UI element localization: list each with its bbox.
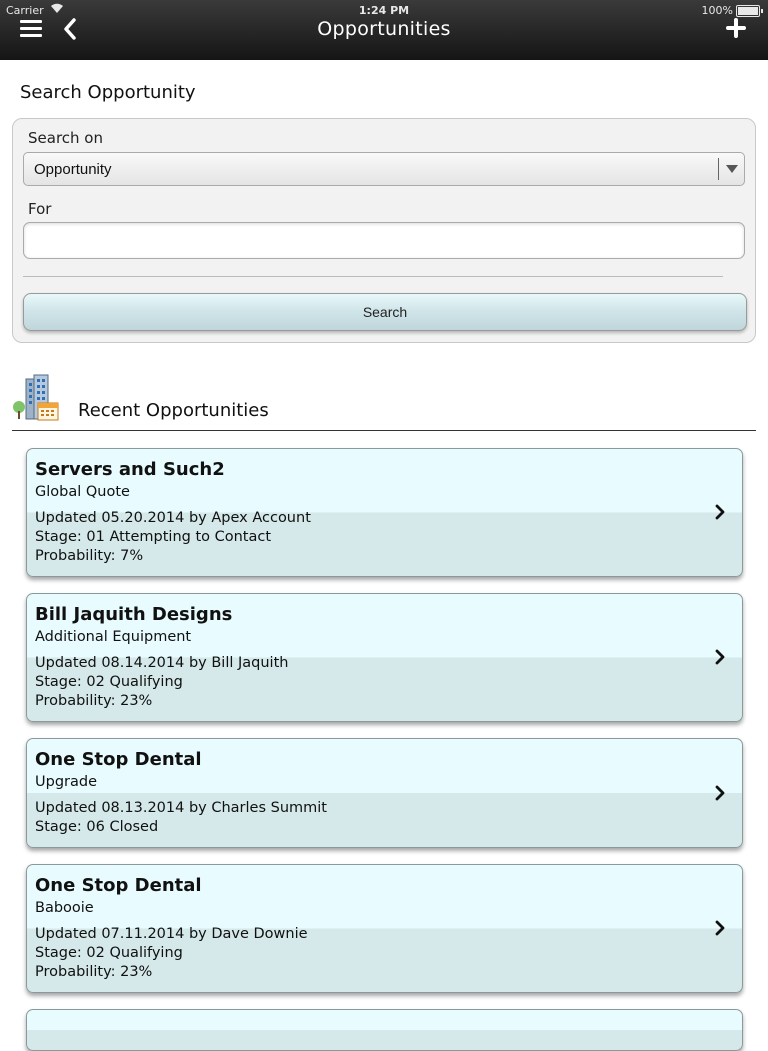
opportunity-updated: Updated 08.14.2014 by Bill Jaquith [35, 655, 289, 671]
opportunity-card[interactable] [26, 593, 743, 722]
opportunity-card-partial[interactable] [26, 1009, 743, 1051]
chevron-right-icon [714, 649, 726, 665]
battery-icon [736, 5, 760, 17]
opportunity-probability: Probability: 7% [35, 548, 144, 564]
office-building-icon [12, 373, 60, 423]
chevron-right-icon [714, 504, 726, 520]
opportunity-title: Servers and Such2 [35, 459, 225, 480]
opportunity-card[interactable] [26, 864, 743, 993]
carrier-label: Carrier [6, 4, 44, 17]
opportunity-stage: Stage: 02 Qualifying [35, 674, 183, 690]
dropdown-arrow-icon [726, 165, 738, 173]
battery-indicator [702, 4, 760, 17]
for-label: For [28, 200, 52, 218]
divider [23, 276, 723, 277]
search-on-label: Search on [28, 129, 103, 147]
opportunity-subtitle: Upgrade [35, 774, 97, 790]
opportunity-subtitle: Babooie [35, 900, 94, 916]
top-bar [0, 0, 768, 60]
for-input-wrapper [23, 222, 745, 259]
page-title: Opportunities [317, 18, 451, 40]
opportunity-card[interactable] [26, 738, 743, 848]
opportunity-updated: Updated 07.11.2014 by Dave Downie [35, 926, 308, 942]
opportunity-title: One Stop Dental [35, 749, 202, 770]
opportunity-probability: Probability: 23% [35, 693, 153, 709]
opportunity-updated: Updated 08.13.2014 by Charles Summit [35, 800, 327, 816]
opportunity-title: One Stop Dental [35, 875, 202, 896]
plus-icon [726, 18, 746, 38]
opportunity-card[interactable] [26, 448, 743, 577]
opportunity-subtitle: Global Quote [35, 484, 130, 500]
opportunity-subtitle: Additional Equipment [35, 629, 192, 645]
search-panel [12, 118, 756, 343]
status-time: 1:24 PM [358, 4, 410, 17]
add-button[interactable] [726, 18, 746, 38]
search-button[interactable]: Search [23, 293, 747, 331]
opportunity-title: Bill Jaquith Designs [35, 604, 233, 625]
opportunity-stage: Stage: 06 Closed [35, 819, 159, 835]
opportunity-updated: Updated 05.20.2014 by Apex Account [35, 510, 311, 526]
opportunity-probability: Probability: 23% [35, 964, 153, 980]
opportunity-stage: Stage: 01 Attempting to Contact [35, 529, 272, 545]
search-on-select[interactable] [23, 152, 745, 186]
recent-opportunities-title: Recent Opportunities [78, 400, 269, 421]
search-heading: Search Opportunity [20, 82, 196, 103]
chevron-right-icon [714, 785, 726, 801]
section-divider [12, 430, 756, 431]
for-input[interactable] [24, 223, 744, 258]
chevron-right-icon [714, 920, 726, 936]
opportunity-stage: Stage: 02 Qualifying [35, 945, 183, 961]
battery-percent: 100% [701, 4, 733, 17]
search-on-value: Opportunity [34, 161, 112, 178]
